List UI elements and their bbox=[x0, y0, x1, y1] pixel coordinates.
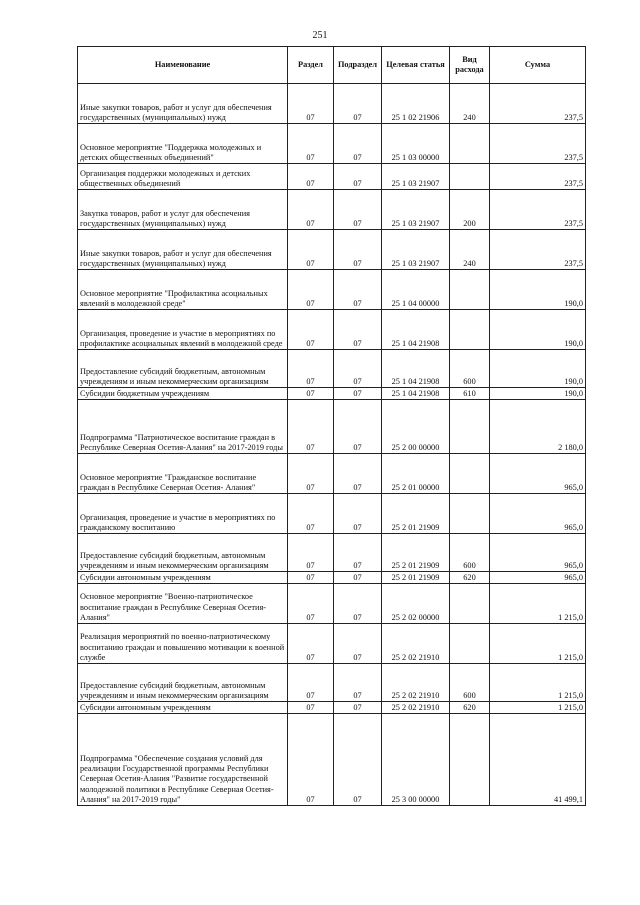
row-section: 07 bbox=[288, 124, 334, 164]
row-section: 07 bbox=[288, 400, 334, 454]
row-section: 07 bbox=[288, 388, 334, 400]
row-subsection: 07 bbox=[334, 624, 382, 664]
row-amount: 237,5 bbox=[490, 164, 586, 190]
row-target-article: 25 2 01 21909 bbox=[382, 534, 450, 572]
row-section: 07 bbox=[288, 454, 334, 494]
table-row bbox=[78, 624, 586, 664]
row-expense-type bbox=[450, 164, 490, 190]
row-amount: 965,0 bbox=[490, 534, 586, 572]
row-subsection: 07 bbox=[334, 310, 382, 350]
row-section: 07 bbox=[288, 230, 334, 270]
row-name: Закупка товаров, работ и услуг для обеспечения государственных (муниципальных) нужд bbox=[78, 190, 288, 230]
table-row bbox=[78, 230, 586, 270]
page-number: 251 bbox=[312, 30, 328, 41]
row-subsection: 07 bbox=[334, 714, 382, 806]
table-row bbox=[78, 190, 586, 230]
row-name: Организация, проведение и участие в мероприятиях по гражданскому воспитанию bbox=[78, 494, 288, 534]
row-expense-type: 200 bbox=[450, 190, 490, 230]
row-expense-type bbox=[450, 310, 490, 350]
row-subsection: 07 bbox=[334, 584, 382, 624]
header-section: Раздел bbox=[288, 47, 334, 84]
table-row bbox=[78, 270, 586, 310]
row-section: 07 bbox=[288, 624, 334, 664]
row-target-article: 25 3 00 00000 bbox=[382, 714, 450, 806]
row-name: Реализация мероприятий по военно-патриотическому воспитанию граждан и повышению мотивации к военной службе bbox=[78, 624, 288, 664]
table-row bbox=[78, 400, 586, 454]
row-amount: 190,0 bbox=[490, 350, 586, 388]
row-name: Основное мероприятие "Профилактика асоциальных явлений в молодежной среде" bbox=[78, 270, 288, 310]
row-amount: 237,5 bbox=[490, 190, 586, 230]
table-row bbox=[78, 584, 586, 624]
row-section: 07 bbox=[288, 350, 334, 388]
row-name: Субсидии бюджетным учреждениям bbox=[78, 388, 288, 400]
row-amount: 190,0 bbox=[490, 310, 586, 350]
table-row bbox=[78, 572, 586, 584]
row-subsection: 07 bbox=[334, 534, 382, 572]
row-target-article: 25 2 01 00000 bbox=[382, 454, 450, 494]
row-subsection: 07 bbox=[334, 124, 382, 164]
row-amount: 1 215,0 bbox=[490, 624, 586, 664]
row-amount: 1 215,0 bbox=[490, 584, 586, 624]
row-subsection: 07 bbox=[334, 664, 382, 702]
row-expense-type: 620 bbox=[450, 702, 490, 714]
row-section: 07 bbox=[288, 270, 334, 310]
row-section: 07 bbox=[288, 190, 334, 230]
row-name: Основное мероприятие "Поддержка молодежных и детских общественных объединений" bbox=[78, 124, 288, 164]
row-expense-type bbox=[450, 454, 490, 494]
row-expense-type: 600 bbox=[450, 534, 490, 572]
row-section: 07 bbox=[288, 84, 334, 124]
row-amount: 2 180,0 bbox=[490, 400, 586, 454]
row-subsection: 07 bbox=[334, 494, 382, 534]
row-expense-type bbox=[450, 400, 490, 454]
row-expense-type: 240 bbox=[450, 84, 490, 124]
row-name: Субсидии автономным учреждениям bbox=[78, 572, 288, 584]
row-subsection: 07 bbox=[334, 454, 382, 494]
row-target-article: 25 1 04 21908 bbox=[382, 310, 450, 350]
row-name: Предоставление субсидий бюджетным, автономным учреждениям и иным некоммерческим организациям bbox=[78, 350, 288, 388]
row-name: Основное мероприятие "Гражданское воспитание граждан в Республике Северная Осетия- Алания" bbox=[78, 454, 288, 494]
row-target-article: 25 1 03 21907 bbox=[382, 190, 450, 230]
row-name: Основное мероприятие "Военно-патриотическое воспитание граждан в Республике Северная Осетия- Алания" bbox=[78, 584, 288, 624]
row-subsection: 07 bbox=[334, 350, 382, 388]
table-row bbox=[78, 164, 586, 190]
row-target-article: 25 1 03 21907 bbox=[382, 164, 450, 190]
table-row bbox=[78, 714, 586, 806]
row-subsection: 07 bbox=[334, 270, 382, 310]
row-expense-type bbox=[450, 714, 490, 806]
row-expense-type: 240 bbox=[450, 230, 490, 270]
header-target-article: Целевая статья bbox=[382, 47, 450, 84]
header-amount: Сумма bbox=[490, 47, 586, 84]
row-amount: 237,5 bbox=[490, 124, 586, 164]
row-subsection: 07 bbox=[334, 164, 382, 190]
row-target-article: 25 1 04 00000 bbox=[382, 270, 450, 310]
row-target-article: 25 1 03 21907 bbox=[382, 230, 450, 270]
row-name: Подпрограмма "Патриотическое воспитание граждан в Республике Северная Осетия-Алания" на 2017-2019 годы bbox=[78, 400, 288, 454]
row-section: 07 bbox=[288, 494, 334, 534]
row-expense-type: 610 bbox=[450, 388, 490, 400]
row-amount: 41 499,1 bbox=[490, 714, 586, 806]
row-expense-type bbox=[450, 270, 490, 310]
row-subsection: 07 bbox=[334, 84, 382, 124]
row-target-article: 25 1 04 21908 bbox=[382, 350, 450, 388]
row-target-article: 25 2 02 21910 bbox=[382, 702, 450, 714]
row-section: 07 bbox=[288, 534, 334, 572]
row-target-article: 25 2 00 00000 bbox=[382, 400, 450, 454]
row-target-article: 25 2 01 21909 bbox=[382, 572, 450, 584]
table-row bbox=[78, 350, 586, 388]
row-section: 07 bbox=[288, 714, 334, 806]
header-subsection: Подраздел bbox=[334, 47, 382, 84]
row-amount: 190,0 bbox=[490, 270, 586, 310]
row-section: 07 bbox=[288, 164, 334, 190]
table-row bbox=[78, 388, 586, 400]
row-subsection: 07 bbox=[334, 702, 382, 714]
row-target-article: 25 1 03 00000 bbox=[382, 124, 450, 164]
row-amount: 190,0 bbox=[490, 388, 586, 400]
row-name: Подпрограмма "Обеспечение создания условий для реализации Государственной программы Республики Северная Осетия-Алания "Развитие государственной молодежной политики в Республике Северная Осетия-Алания" на 2017-2019 годы" bbox=[78, 714, 288, 806]
row-amount: 237,5 bbox=[490, 230, 586, 270]
table-header-row bbox=[78, 47, 586, 84]
row-name: Организация поддержки молодежных и детских общественных объединений bbox=[78, 164, 288, 190]
table-row bbox=[78, 84, 586, 124]
row-amount: 965,0 bbox=[490, 572, 586, 584]
row-name: Иные закупки товаров, работ и услуг для обеспечения государственных (муниципальных) нужд bbox=[78, 230, 288, 270]
row-name: Субсидии автономным учреждениям bbox=[78, 702, 288, 714]
row-subsection: 07 bbox=[334, 230, 382, 270]
row-expense-type bbox=[450, 584, 490, 624]
row-name: Предоставление субсидий бюджетным, автономным учреждениям и иным некоммерческим организациям bbox=[78, 534, 288, 572]
row-expense-type bbox=[450, 624, 490, 664]
row-expense-type bbox=[450, 494, 490, 534]
budget-table bbox=[77, 46, 586, 806]
header-expense-type: Вид расхода bbox=[450, 47, 490, 84]
table-row bbox=[78, 310, 586, 350]
row-amount: 237,5 bbox=[490, 84, 586, 124]
row-expense-type: 620 bbox=[450, 572, 490, 584]
row-section: 07 bbox=[288, 572, 334, 584]
row-subsection: 07 bbox=[334, 388, 382, 400]
table-row bbox=[78, 702, 586, 714]
table-row bbox=[78, 124, 586, 164]
row-subsection: 07 bbox=[334, 572, 382, 584]
row-section: 07 bbox=[288, 310, 334, 350]
row-expense-type: 600 bbox=[450, 350, 490, 388]
row-target-article: 25 2 02 00000 bbox=[382, 584, 450, 624]
header-name: Наименование bbox=[78, 47, 288, 84]
table-row bbox=[78, 454, 586, 494]
row-target-article: 25 1 04 21908 bbox=[382, 388, 450, 400]
row-amount: 1 215,0 bbox=[490, 702, 586, 714]
row-target-article: 25 2 02 21910 bbox=[382, 624, 450, 664]
row-amount: 965,0 bbox=[490, 454, 586, 494]
row-section: 07 bbox=[288, 664, 334, 702]
table-row bbox=[78, 534, 586, 572]
row-target-article: 25 2 01 21909 bbox=[382, 494, 450, 534]
row-amount: 1 215,0 bbox=[490, 664, 586, 702]
row-subsection: 07 bbox=[334, 190, 382, 230]
row-section: 07 bbox=[288, 584, 334, 624]
row-name: Иные закупки товаров, работ и услуг для обеспечения государственных (муниципальных) нужд bbox=[78, 84, 288, 124]
row-name: Организация, проведение и участие в мероприятиях по профилактике асоциальных явлений в молодежной среде bbox=[78, 310, 288, 350]
table-row bbox=[78, 664, 586, 702]
row-target-article: 25 2 02 21910 bbox=[382, 664, 450, 702]
row-subsection: 07 bbox=[334, 400, 382, 454]
row-amount: 965,0 bbox=[490, 494, 586, 534]
row-section: 07 bbox=[288, 702, 334, 714]
table-row bbox=[78, 494, 586, 534]
row-name: Предоставление субсидий бюджетным, автономным учреждениям и иным некоммерческим организациям bbox=[78, 664, 288, 702]
row-expense-type: 600 bbox=[450, 664, 490, 702]
row-expense-type bbox=[450, 124, 490, 164]
row-target-article: 25 1 02 21906 bbox=[382, 84, 450, 124]
